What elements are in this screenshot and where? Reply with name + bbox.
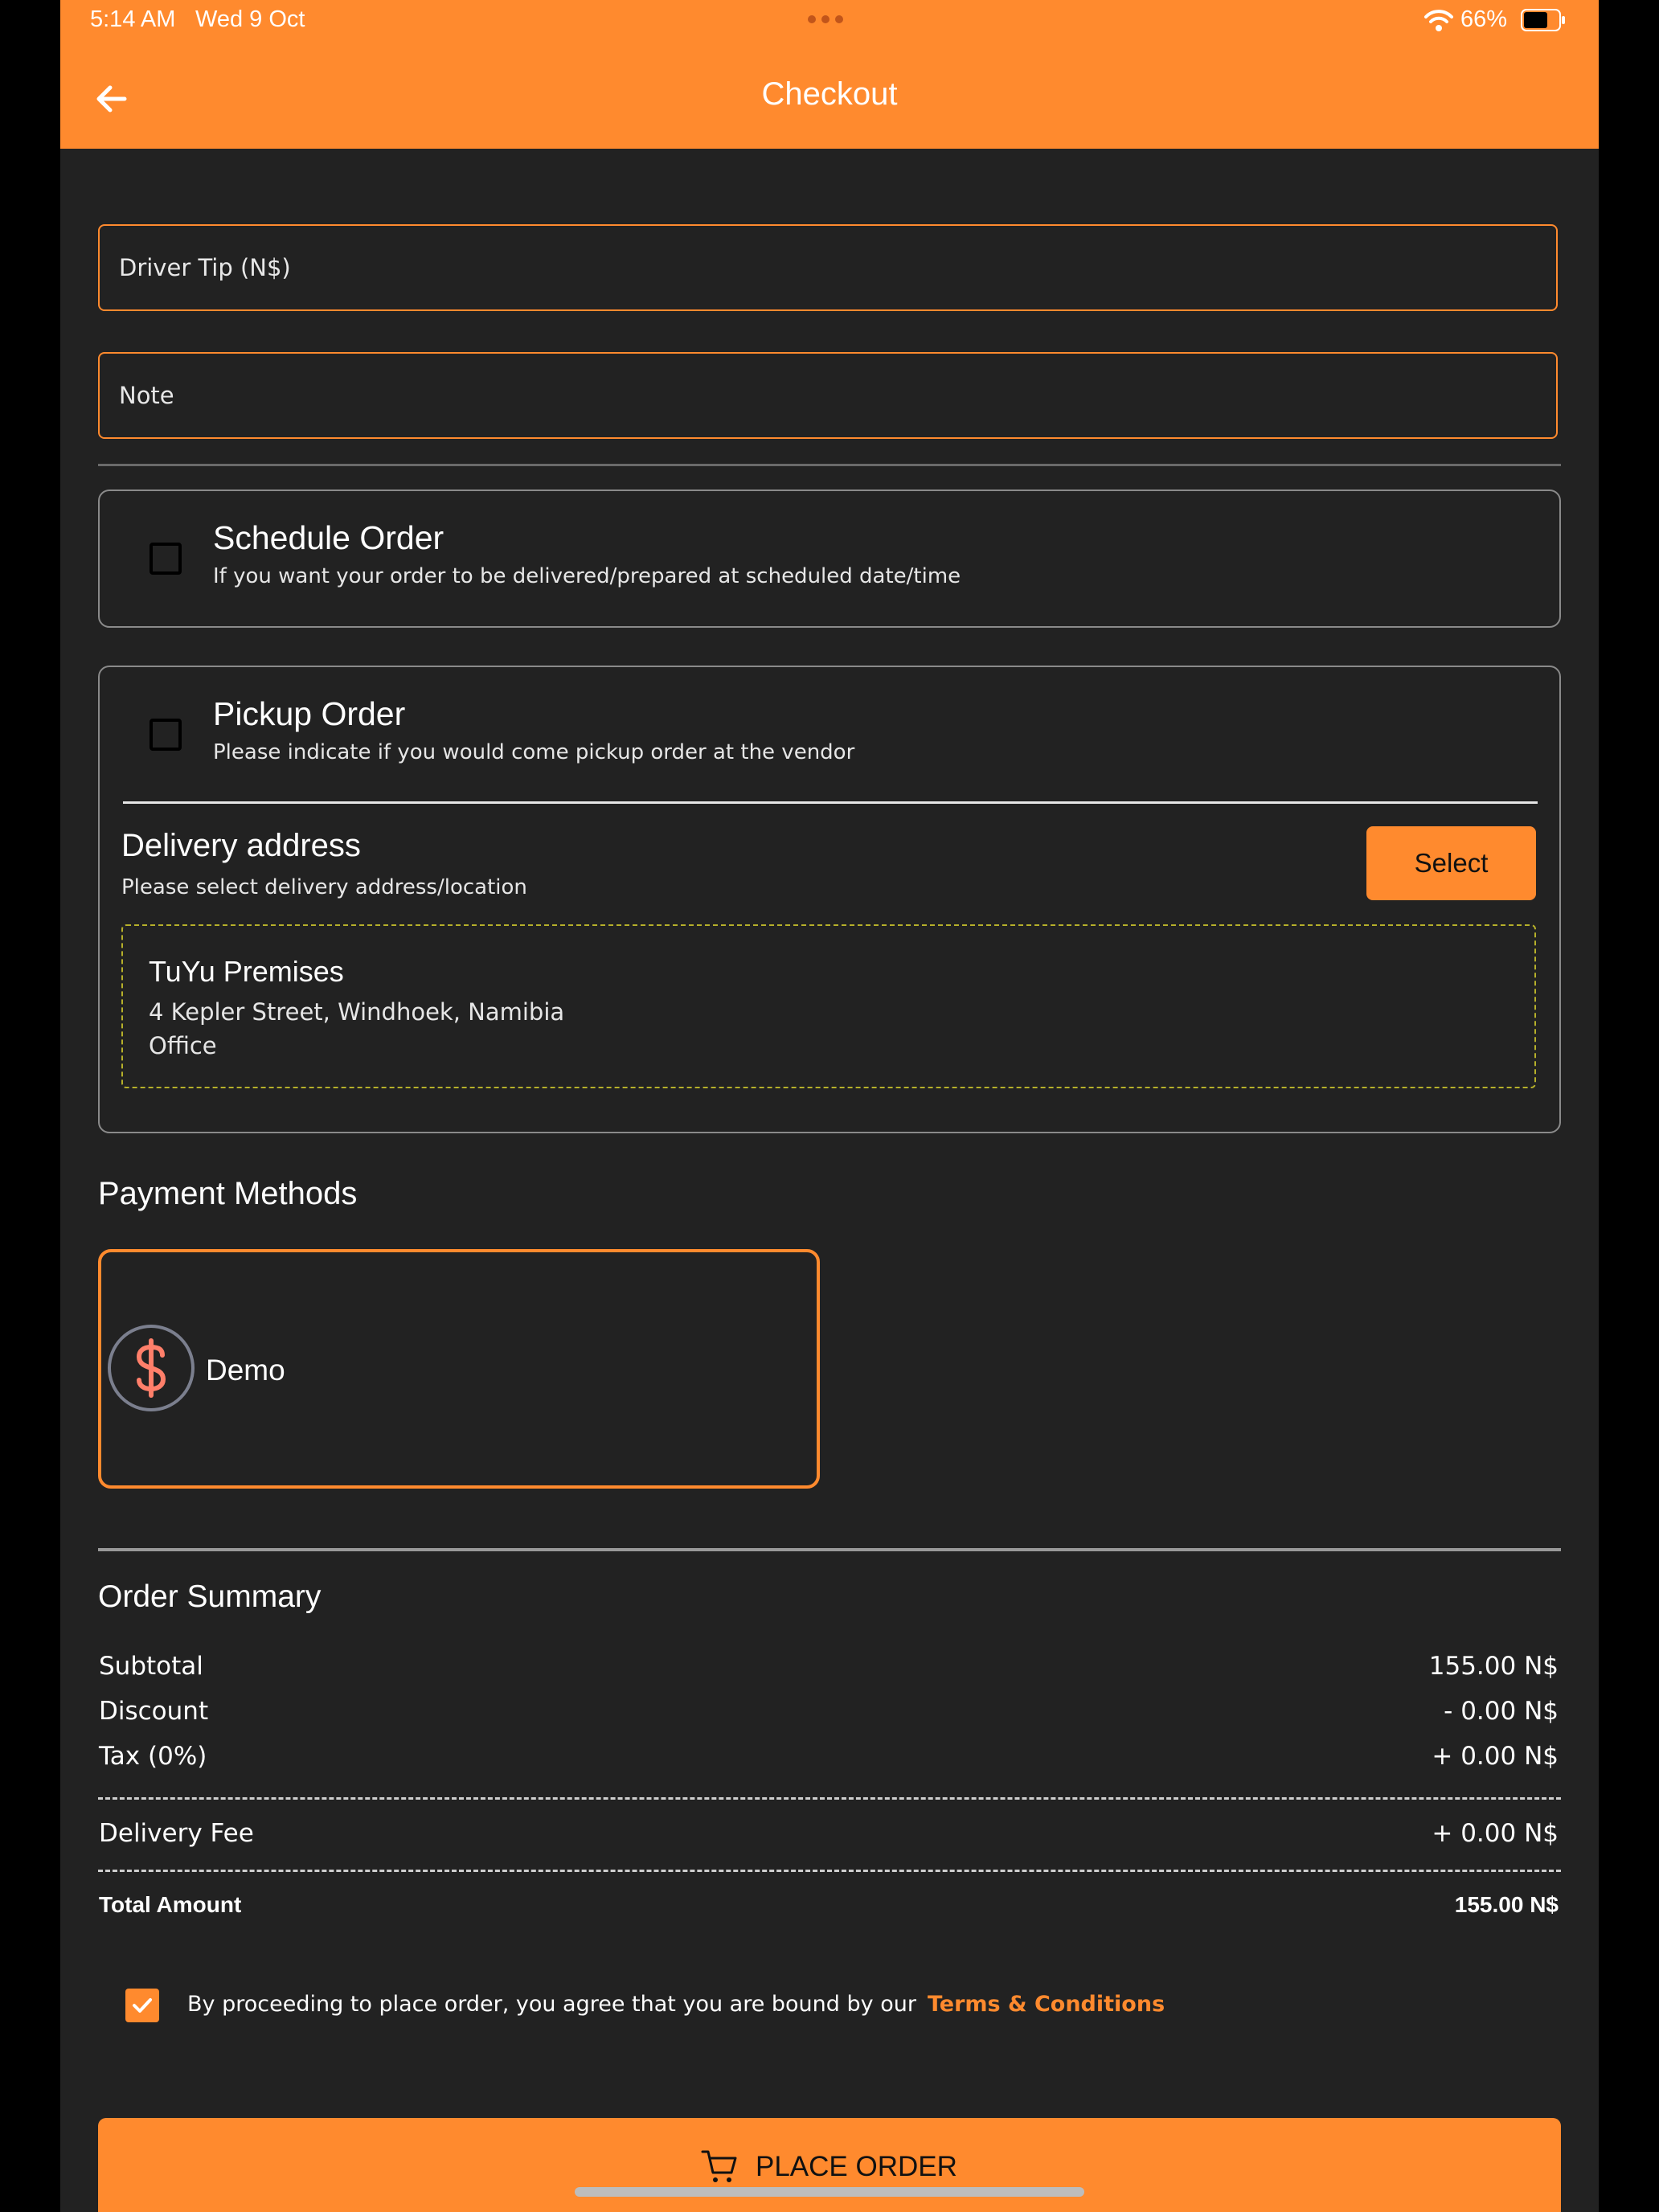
pickup-order-title: Pickup Order [213,695,406,732]
total-value: 155.00 N$ [1454,1892,1559,1917]
note-input[interactable] [98,352,1558,439]
delivery-address-description: Please select delivery address/location [121,875,527,899]
discount-value: - 0.00 N$ [1444,1697,1559,1726]
divider [123,801,1538,804]
order-summary-title: Order Summary [98,1579,322,1614]
status-date: Wed 9 Oct [195,6,305,32]
terms-link[interactable]: Terms & Conditions [927,1992,1165,2017]
agree-checkbox[interactable] [125,1989,159,2022]
driver-tip-input[interactable] [98,224,1558,311]
schedule-order-description: If you want your order to be delivered/prepared at scheduled date/time [213,564,961,588]
address-name: TuYu Premises [149,955,344,988]
page-title: Checkout [761,76,898,112]
schedule-order-title: Schedule Order [213,519,444,556]
home-indicator[interactable] [575,2187,1084,2197]
check-icon [130,1993,154,2017]
schedule-order-checkbox[interactable] [150,543,182,575]
tax-value: + 0.00 N$ [1432,1742,1559,1771]
subtotal-label: Subtotal [99,1652,203,1681]
divider [98,1548,1561,1551]
divider [98,464,1561,466]
pickup-order-description: Please indicate if you would come pickup order at the vendor [213,740,855,764]
place-order-label: PLACE ORDER [756,2151,957,2182]
select-address-button[interactable]: Select [1366,826,1536,900]
battery-icon [1521,9,1566,31]
checkout-screen [60,0,1599,2212]
dashed-divider [98,1797,1561,1800]
selected-address-card[interactable] [121,924,1536,1088]
address-type: Office [149,1032,217,1059]
delivery-fee-label: Delivery Fee [99,1819,254,1848]
battery-percentage: 66% [1460,6,1508,32]
tax-label: Tax (0%) [99,1742,207,1771]
payment-methods-title: Payment Methods [98,1176,358,1211]
payment-method-demo[interactable] [98,1249,820,1489]
agreement-label: By proceeding to place order, you agree that you are bound by our [187,1992,916,2017]
status-time: 5:14 AM [90,6,176,32]
app-bar [60,0,1599,149]
pickup-order-checkbox[interactable] [150,719,182,751]
multitasking-dots-icon[interactable] [808,13,853,29]
agreement-text [187,1992,1165,2017]
total-label: Total Amount [99,1892,242,1917]
delivery-fee-value: + 0.00 N$ [1432,1819,1559,1848]
discount-label: Discount [99,1697,209,1726]
payment-method-name: Demo [206,1354,285,1387]
place-order-button[interactable] [98,2118,1561,2212]
dashed-divider [98,1870,1561,1872]
wifi-icon [1423,8,1454,32]
cart-icon [701,2147,739,2185]
address-line: 4 Kepler Street, Windhoek, Namibia [149,998,565,1026]
subtotal-value: 155.00 N$ [1428,1652,1559,1681]
dollar-icon [108,1325,195,1411]
schedule-order-option[interactable] [98,490,1561,628]
delivery-address-title: Delivery address [121,828,361,863]
